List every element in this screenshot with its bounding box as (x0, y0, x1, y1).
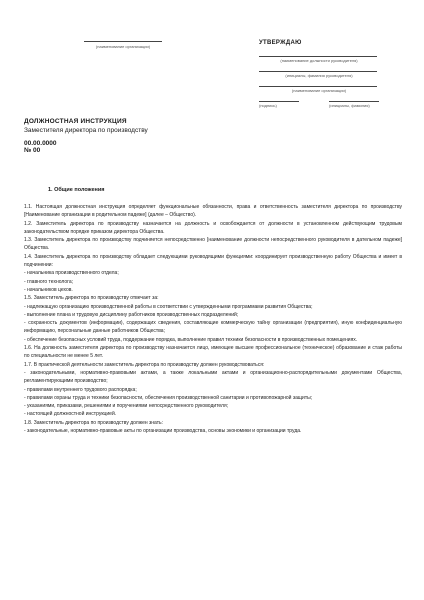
paragraph: 1.8. Заместитель директора по производству должен знать: (24, 419, 164, 426)
paragraph: - законодательными, нормативно-правовыми актами, а также локальными актами и организационно-распорядительными документами Общества, регламентирующими производство; (24, 369, 402, 385)
paragraph: - законодательные, нормативно-правовые акты по организации производства, основы экономики и организации труда. (24, 428, 302, 435)
paragraph: - правилами внутреннего трудового распорядка; (24, 386, 137, 393)
document-date: 00.00.0000 (24, 140, 57, 147)
paragraph: - указаниями, приказами, решениями и поручениями непосредственного руководителя; (24, 403, 229, 410)
paragraph: - выполнение плана и трудовую дисциплину работников производственных подразделений; (24, 311, 239, 318)
approval-initials-caption: (инициалы, фамилия) (329, 101, 379, 108)
approval-line (259, 86, 377, 87)
document-subject: Заместителя директора по производству (24, 127, 148, 134)
approval-block (259, 40, 379, 108)
paragraph: - правилами охраны труда и техники безопасности, обеспечения производственной санитарии и противопожарной защиты; (24, 394, 313, 401)
paragraph: 1.4. Заместитель директора по производству обладает следующими руководящими функциями: координирует производственную работу Общества и имеет в подчинении: (24, 253, 402, 269)
approval-signature-row (259, 101, 379, 108)
paragraph: 1.2. Заместитель директора по производству назначается на должность и освобождается от должности в установленном действующим трудовым законодательством порядке приказом директора Общества. (24, 220, 402, 235)
approval-line (259, 71, 377, 72)
paragraph: 1.3. Заместитель директора по производству подчиняется непосредственно [наименование должности непосредственного руководителя в дательном падеже] Общества. (24, 237, 402, 252)
paragraph: 1.6. На должность заместителя директора по производству назначается лицо, имеющее высшее профессиональное (техническое) образование и стаж работы по специальности не менее 5 лет. (24, 345, 402, 360)
approval-title: УТВЕРЖДАЮ (259, 40, 302, 46)
section-title: 1. Общие положения (48, 187, 105, 193)
paragraph: - сохранность документов (информации), содержащих сведения, составляющие коммерческую тайну организации (предприятия), иную конфиденциальную информацию, персональные данные работников Общества; (24, 320, 402, 335)
approval-signature-caption: (подпись) (259, 101, 299, 108)
approval-caption-name: (инициалы, фамилия руководителя) (285, 73, 353, 78)
paragraph: - настоящей должностной инструкцией. (24, 411, 117, 418)
paragraph: 1.5. Заместитель директора по производству отвечает за: (24, 295, 159, 302)
organization-signature-line (84, 41, 162, 42)
approval-line (259, 56, 377, 57)
paragraph: - главного технолога; (24, 278, 74, 285)
paragraph: - начальника производственного отдела; (24, 270, 119, 277)
document-type: ДОЛЖНОСТНАЯ ИНСТРУКЦИЯ (24, 118, 127, 125)
paragraph-list (24, 203, 402, 435)
organization-caption: (наименование организации) (95, 44, 151, 49)
document-body (24, 187, 402, 435)
document-number: № 00 (24, 147, 41, 154)
paragraph: 1.1. Настоящая должностная инструкция определяет функциональные обязанности, права и ответственность заместителя директора по производству [Наименование организации в родительном падеже] (далее – Общество). (24, 204, 402, 219)
document-header (24, 118, 404, 154)
approval-caption-position: (наименование должности руководителя) (280, 58, 358, 63)
paragraph: 1.7. В практической деятельности заместитель директора по производству должен руководствоваться: (24, 361, 265, 368)
paragraph: - обеспечение безопасных условий труда, поддержание порядка, выполнение правил техники безопасности в производственных помещениях. (24, 336, 358, 343)
paragraph: - надлежащую организацию производственной работы в соответствии с утвержденными программами развития Общества; (24, 303, 313, 310)
paragraph: - начальников цехов. (24, 286, 73, 293)
approval-caption-organization: (наименование организации) (291, 88, 347, 93)
